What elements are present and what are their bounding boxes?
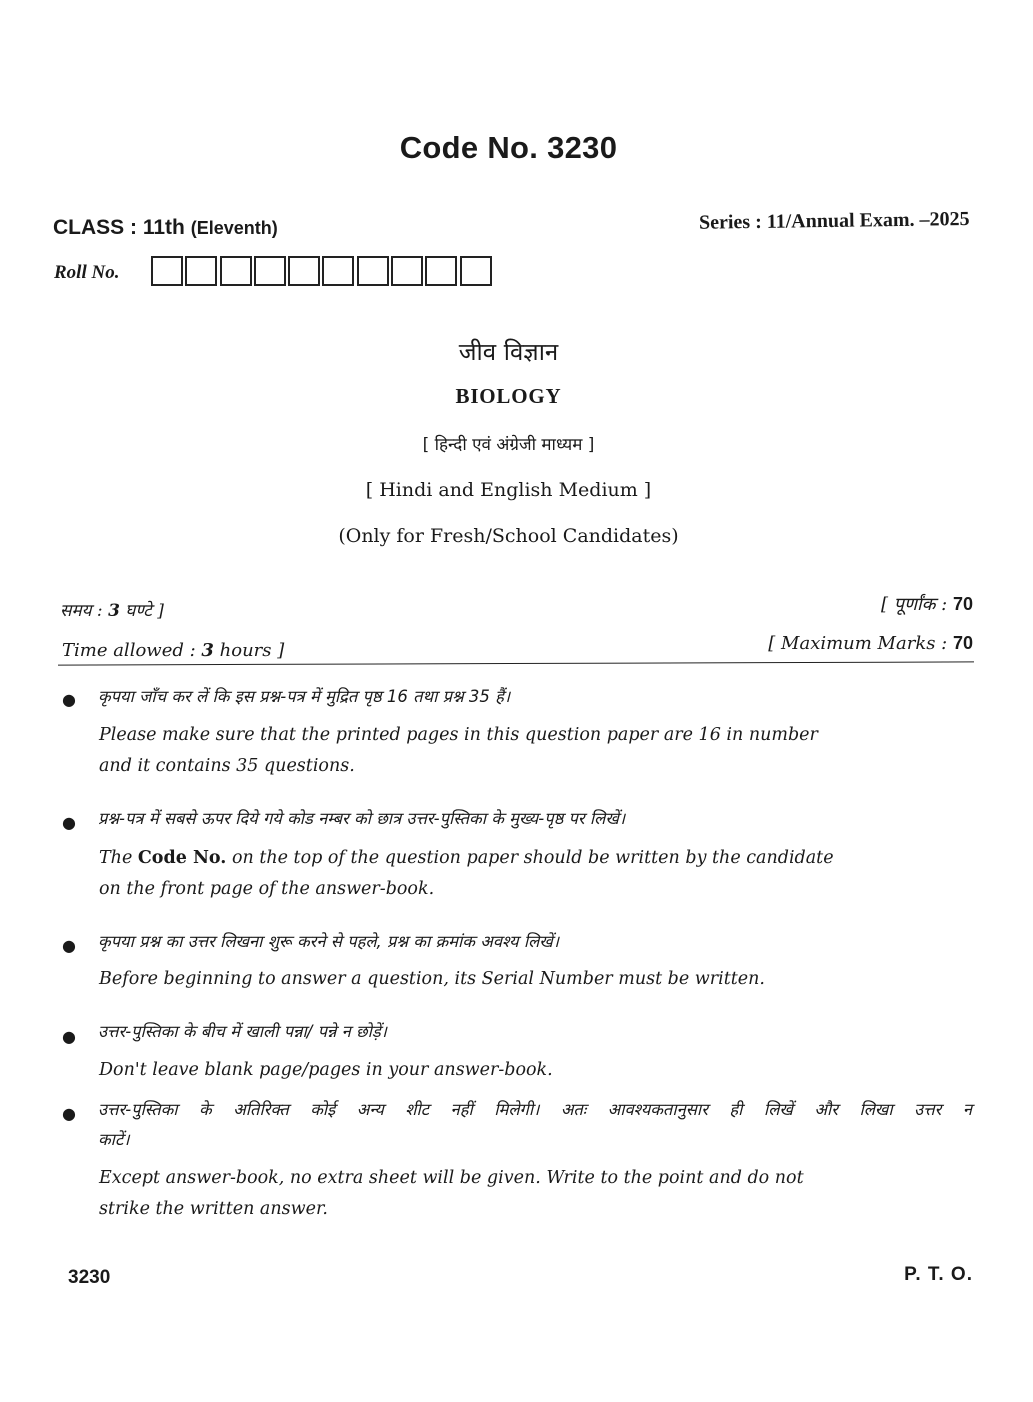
- roll-box[interactable]: [357, 256, 389, 286]
- marks-english-value: 70: [952, 633, 973, 653]
- roll-box[interactable]: [185, 256, 217, 286]
- roll-box[interactable]: [391, 256, 423, 286]
- series-label: Series : 11/Annual Exam. –2025: [699, 208, 971, 234]
- instruction-hindi: प्रश्न-पत्र में सबसे ऊपर दिये गये कोड नम्बर को छात्र उत्तर-पुस्तिका के मुख्य-पृष्ठ पर लिखें।: [98, 809, 626, 828]
- time-english-prefix: Time allowed :: [62, 640, 202, 661]
- instruction-english-part: on the top of the question paper should be written by the candidate: [226, 848, 834, 868]
- instruction-english-line: on the front page of the answer-book.: [99, 879, 435, 899]
- marks-hindi-value: 70: [952, 594, 973, 614]
- instruction-english-line: Except answer-book, no extra sheet will be given. Write to the point and do not: [99, 1168, 804, 1188]
- time-allowed-hindi: [60, 598, 164, 621]
- bullet-icon: ●: [62, 1027, 76, 1046]
- instruction-english: Before beginning to answer a question, its Serial Number must be written.: [99, 969, 765, 989]
- instruction-hindi: काटें।: [98, 1130, 130, 1149]
- max-marks-hindi: [881, 592, 973, 616]
- instruction-english-line: Please make sure that the printed pages in this question paper are 16 in number: [99, 725, 818, 745]
- instruction-english: [99, 843, 979, 905]
- time-english-value: 3: [201, 640, 214, 661]
- instruction-english: Don't leave blank page/pages in your answer-book.: [99, 1060, 553, 1080]
- instruction-hindi: उत्तर-पुस्तिका के बीच में खाली पन्ना/ पन्ने न छोड़ें।: [98, 1022, 387, 1041]
- roll-box[interactable]: [322, 256, 354, 286]
- instruction-hindi: कृपया जाँच कर लें कि इस प्रश्न-पत्र में मुद्रित पृष्ठ 16 तथा प्रश्न 35 हैं।: [98, 687, 511, 706]
- roll-number-label: Roll No.: [54, 262, 120, 283]
- max-marks-english: [768, 633, 973, 654]
- code-number-title: Code No. 3230: [399, 130, 618, 165]
- instruction-hindi: कृपया प्रश्न का उत्तर लिखना शुरू करने से पहले, प्रश्न का क्रमांक अवश्य लिखें।: [98, 932, 560, 951]
- code-no-emphasis: Code No.: [137, 848, 227, 868]
- roll-box[interactable]: [460, 256, 492, 286]
- instruction-english: [99, 1163, 979, 1225]
- medium-english: [ Hindi and English Medium ]: [365, 479, 652, 501]
- subject-title-hindi: जीव विज्ञान: [458, 338, 559, 366]
- instruction-english: [99, 720, 979, 782]
- candidates-note: (Only for Fresh/School Candidates): [338, 525, 679, 547]
- roll-box[interactable]: [425, 256, 457, 286]
- marks-hindi-prefix: [ पूर्णांक :: [880, 594, 953, 615]
- bullet-icon: ●: [62, 813, 76, 832]
- roll-number-boxes[interactable]: [151, 256, 494, 286]
- instruction-hindi: उत्तर-पुस्तिका के अतिरिक्त कोई अन्य शीट नहीं मिलेगी। अतः आवश्यकतानुसार ही लिखें और लिखा उत्तर न: [98, 1100, 972, 1119]
- time-hindi-suffix: घण्टे ]: [119, 601, 164, 621]
- bullet-icon: ●: [62, 936, 76, 955]
- bullet-icon: ●: [62, 690, 76, 709]
- footer-code: 3230: [68, 1267, 111, 1288]
- roll-box[interactable]: [254, 256, 286, 286]
- roll-box[interactable]: [220, 256, 252, 286]
- roll-box[interactable]: [288, 256, 320, 286]
- class-subtext: (Eleventh): [190, 218, 278, 238]
- subject-title-english: BIOLOGY: [455, 384, 562, 408]
- medium-hindi: [ हिन्दी एवं अंग्रेजी माध्यम ]: [422, 435, 595, 455]
- time-english-suffix: hours ]: [213, 640, 285, 661]
- pto-label: P. T. O.: [904, 1264, 973, 1285]
- class-text: CLASS : 11th: [53, 216, 185, 239]
- roll-box[interactable]: [151, 256, 183, 286]
- time-allowed-english: [62, 640, 284, 661]
- class-label: [53, 216, 278, 240]
- time-hindi-prefix: समय :: [60, 601, 109, 621]
- instruction-english-line: and it contains 35 questions.: [99, 756, 355, 776]
- divider-line: [58, 661, 974, 665]
- time-hindi-value: 3: [108, 601, 120, 621]
- instruction-english-part: The: [99, 848, 138, 868]
- marks-english-prefix: [ Maximum Marks :: [768, 633, 953, 654]
- instruction-english-line: strike the written answer.: [99, 1199, 328, 1219]
- bullet-icon: ●: [62, 1104, 76, 1123]
